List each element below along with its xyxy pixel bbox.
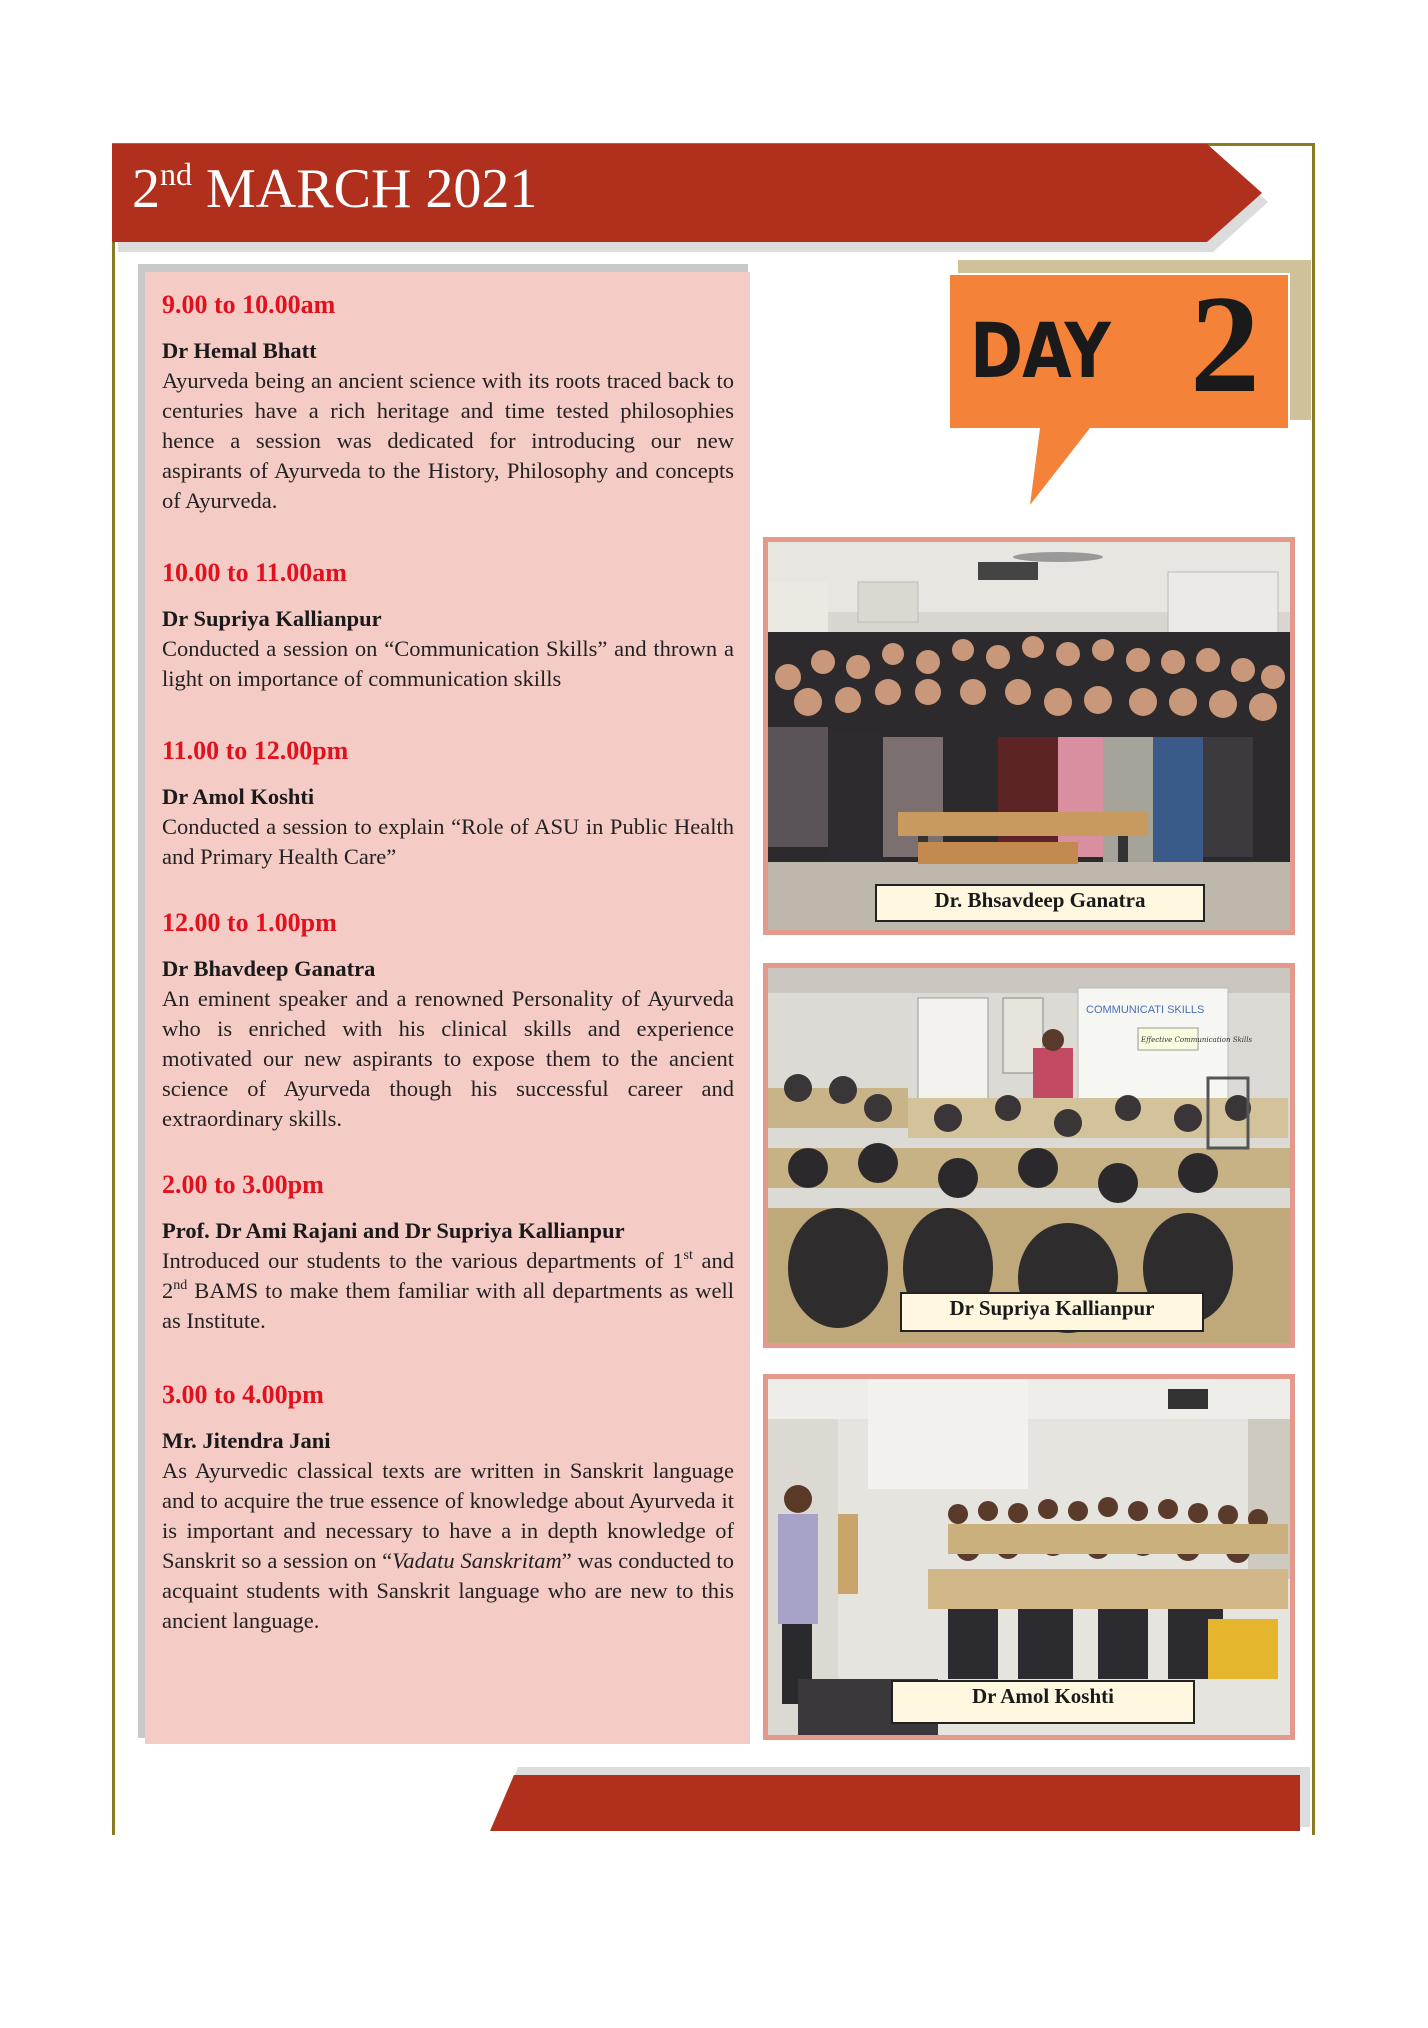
photo-caption: Dr Amol Koshti <box>891 1680 1195 1724</box>
group-photo-image <box>768 542 1290 930</box>
day-number: 2 <box>1190 267 1260 422</box>
classroom-photo <box>763 963 1295 1348</box>
classroom-photo-image <box>768 968 1290 1343</box>
page-frame-left <box>112 143 115 1835</box>
session-time: 9.00 to 10.00am <box>162 290 336 319</box>
slide-script: Effective Communication Skills <box>1141 1036 1253 1044</box>
session-6 <box>162 1380 734 1636</box>
photo-caption: Dr Supriya Kallianpur <box>900 1292 1204 1332</box>
session-4 <box>162 908 734 1134</box>
session-description: Conducted a session on “Communication Skills” and thrown a light on importance of communication skills <box>162 636 734 691</box>
session-2 <box>162 558 734 694</box>
session-speaker: Prof. Dr Ami Rajani and Dr Supriya Kallianpur <box>162 1218 625 1243</box>
session-speaker: Dr Bhavdeep Ganatra <box>162 956 376 981</box>
session-speaker: Dr Hemal Bhatt <box>162 338 317 363</box>
day-label: DAY <box>970 308 1110 396</box>
page-title: 2nd MARCH 2021 <box>132 156 538 220</box>
photo-caption: Dr. Bhsavdeep Ganatra <box>875 884 1205 922</box>
page-frame-right <box>1312 143 1315 1835</box>
session-time: 12.00 to 1.00pm <box>162 908 337 937</box>
session-description: Introduced our students to the various departments of 1st and 2nd BAMS to make them familiar with all departments as well as Institute. <box>162 1248 734 1333</box>
session-speaker: Dr Amol Koshti <box>162 784 315 809</box>
session-description: Ayurveda being an ancient science with its roots traced back to centuries have a rich heritage and time tested philosophies hence a session was dedicated for introducing our new aspirants of Ayurveda to the History, Philosophy and concepts of Ayurveda. <box>162 368 734 513</box>
session-5 <box>162 1170 734 1336</box>
session-time: 10.00 to 11.00am <box>162 558 347 587</box>
slide-title: COMMUNICATI SKILLS <box>1086 1004 1205 1016</box>
group-photo <box>763 537 1295 935</box>
session-3 <box>162 736 734 872</box>
session-description: Conducted a session to explain “Role of ASU in Public Health and Primary Health Care” <box>162 814 734 869</box>
session-time: 2.00 to 3.00pm <box>162 1170 324 1199</box>
session-description: As Ayurvedic classical texts are written in Sanskrit language and to acquire the true essence of knowledge about Ayurveda it is important and necessary to have a in depth knowledge of Sanskrit so a session on “Vadatu Sanskritam” was conducted to acquaint students with Sanskrit language who are new to this ancient language. <box>162 1458 734 1633</box>
session-1 <box>162 290 734 516</box>
session-time: 3.00 to 4.00pm <box>162 1380 324 1409</box>
footer-bar <box>490 1775 1300 1831</box>
session-speaker: Mr. Jitendra Jani <box>162 1428 331 1453</box>
session-speaker: Dr Supriya Kallianpur <box>162 606 382 631</box>
session-time: 11.00 to 12.00pm <box>162 736 349 765</box>
session-description: An eminent speaker and a renowned Personality of Ayurveda who is enriched with his clinical skills and experience motivated our new aspirants to expose them to the ancient science of Ayurveda though his successful career and extraordinary skills. <box>162 986 734 1131</box>
